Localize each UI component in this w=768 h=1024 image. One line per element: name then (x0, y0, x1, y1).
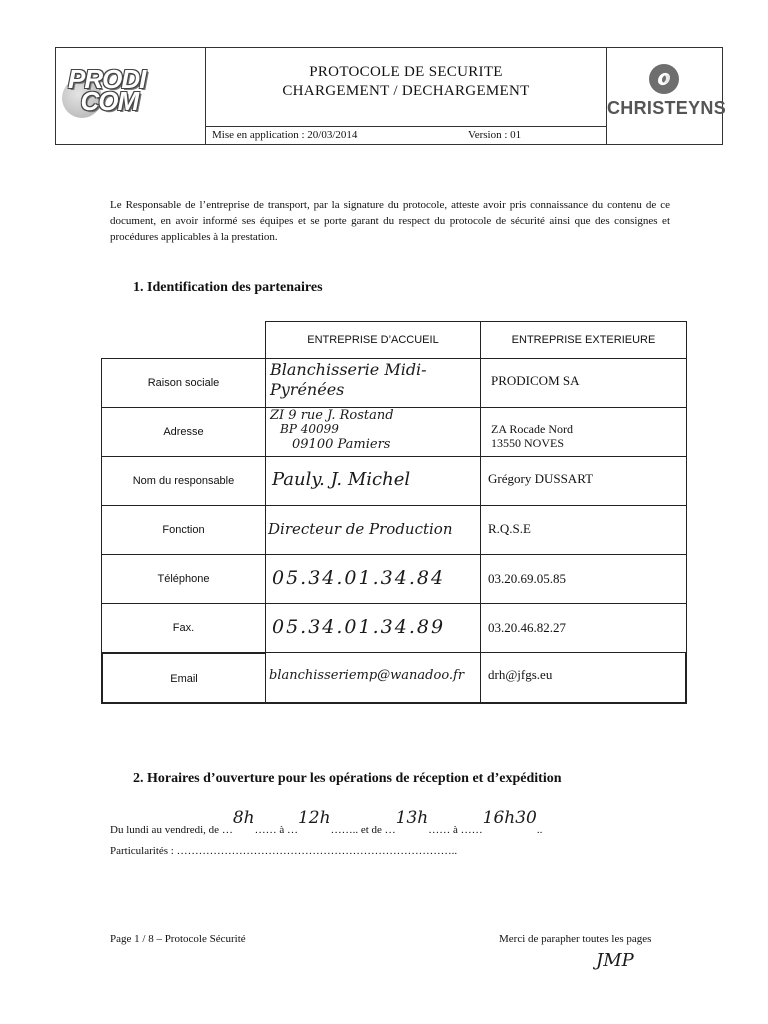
cell-accueil-telephone (265, 554, 481, 604)
handwritten-fonction: Directeur de Production (268, 520, 453, 538)
footer-page-number: Page 1 / 8 – Protocole Sécurité (110, 933, 246, 945)
cell-exterieure-fonction: R.Q.S.E (480, 505, 687, 555)
handwritten-fax: 05.34.01.34.89 (272, 616, 446, 638)
header-title-line1: PROTOCOLE DE SECURITE (309, 64, 503, 80)
row-label-raison-sociale: Raison sociale (101, 358, 266, 408)
handwritten-adresse-line3: 09100 Pamiers (292, 437, 391, 452)
row-label-fax: Fax. (101, 603, 266, 653)
footer-paraph-note: Merci de parapher toutes les pages (499, 933, 652, 945)
header-title-block (206, 48, 607, 144)
handwritten-time-1: 8h (232, 808, 255, 828)
row-label-nom-responsable: Nom du responsable (101, 456, 266, 506)
intro-paragraph: Le Responsable de l’entreprise de transport, par la signature du protocole, atteste avoir pris connaissance du contenu de ce document, en avoir informé ses équipes et se porte garant du respect du protocole de sécurité ainsi que des consignes et procédures applicables à la prestation. (110, 199, 670, 243)
christeyns-logo (607, 48, 727, 144)
christeyns-logo-text: CHRISTEYNS (607, 98, 727, 118)
col-header-exterieure: ENTREPRISE EXTERIEURE (480, 321, 687, 359)
row-label-email: Email (101, 652, 266, 704)
cell-accueil-adresse (265, 407, 481, 457)
header-meta-row (206, 126, 606, 144)
particularites-label: Particularités : (110, 845, 174, 857)
cell-accueil-fax (265, 603, 481, 653)
hours-line: Du lundi au vendredi, de …8h…… à …12h…….. et de …13h…… à ……16h30.. (110, 808, 543, 836)
handwritten-email: blanchisseriemp@wanadoo.fr (269, 668, 465, 683)
handwritten-adresse-line1: ZI 9 rue J. Rostand (270, 408, 394, 423)
handwritten-time-4: 16h30 (482, 808, 537, 828)
prodicom-logo-text: PRODI COM (68, 64, 146, 116)
handwritten-raison-sociale: Blanchisserie Midi-Pyrénées (270, 360, 427, 399)
hours-et-de: et de (360, 824, 382, 836)
particularites-line: Particularités : ………………………………………………………………….. (110, 845, 458, 857)
handwritten-time-3: 13h (395, 808, 429, 828)
row-label-telephone: Téléphone (101, 554, 266, 604)
handwritten-adresse-line2: BP 40099 (280, 422, 339, 436)
exterieure-adresse-line2: 13550 NOVES (491, 436, 565, 450)
exterieure-adresse-line1: ZA Rocade Nord (491, 422, 573, 436)
header-title-line2: CHARGEMENT / DECHARGEMENT (282, 83, 530, 99)
handwritten-time-2: 12h (297, 808, 331, 828)
version-label: Version : 01 (468, 129, 522, 141)
cell-accueil-email (265, 652, 481, 704)
handwritten-nom-responsable: Pauly. J. Michel (272, 469, 411, 490)
document-header (55, 47, 727, 145)
section1-title: 1. Identification des partenaires (133, 280, 323, 295)
cell-exterieure-adresse (480, 407, 687, 457)
hours-a2: à (452, 824, 458, 836)
cell-exterieure-fax: 03.20.46.82.27 (480, 603, 687, 653)
cell-exterieure-telephone: 03.20.69.05.85 (480, 554, 687, 604)
cell-accueil-nom-responsable (265, 456, 481, 506)
handwritten-telephone: 05.34.01.34.84 (272, 567, 446, 589)
partners-table (101, 321, 687, 704)
hours-a1: à (279, 824, 285, 836)
cell-accueil-fonction (265, 505, 481, 555)
prodicom-logo (56, 48, 206, 144)
col-header-accueil: ENTREPRISE D’ACCUEIL (265, 321, 481, 359)
row-label-adresse: Adresse (101, 407, 266, 457)
christeyns-logo-icon (649, 64, 679, 94)
hours-prefix: Du lundi au vendredi, de (110, 824, 220, 836)
cell-exterieure-raison-sociale: PRODICOM SA (480, 358, 687, 408)
handwritten-initials: JMP (596, 950, 634, 971)
row-label-fonction: Fonction (101, 505, 266, 555)
section2-title: 2. Horaires d’ouverture pour les opérations de réception et d’expédition (133, 771, 562, 786)
cell-exterieure-nom-responsable: Grégory DUSSART (480, 456, 687, 506)
cell-exterieure-email: drh@jfgs.eu (480, 652, 687, 704)
cell-accueil-raison-sociale (265, 358, 481, 408)
application-date: Mise en application : 20/03/2014 (212, 129, 358, 141)
